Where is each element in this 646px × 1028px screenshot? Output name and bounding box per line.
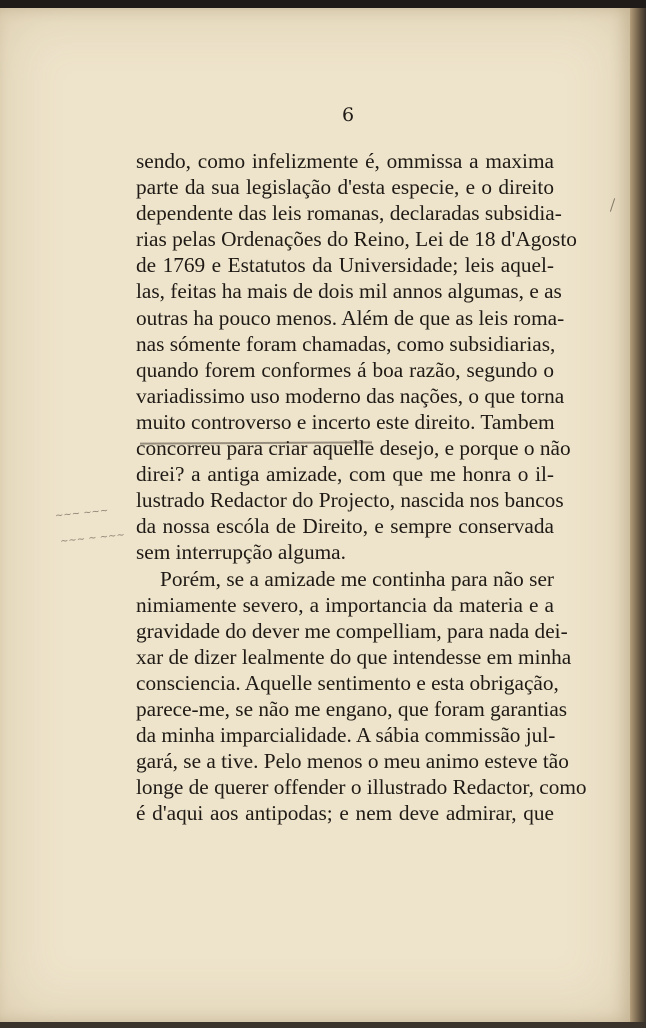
text-line: muito controverso e incerto este direito. Tambem	[136, 409, 555, 434]
handwritten-margin-note: ~~~ ~~~	[54, 505, 109, 522]
scan-border-bottom	[0, 1022, 646, 1028]
paragraph	[136, 148, 577, 566]
text-line: da nossa escóla de Direito, e sempre conservada	[136, 514, 554, 539]
text-line: lustrado Redactor do Projecto, nascida nos bancos	[136, 488, 564, 513]
text-line: gravidade do dever me compelliam, para nada dei-	[136, 618, 568, 643]
page-number: 6	[341, 104, 355, 126]
text-line: da minha imparcialidade. A sábia commissão jul-	[136, 723, 556, 748]
text-line: xar de dizer lealmente do que intendesse em minha	[136, 644, 572, 669]
text-line: sem interrupção alguma.	[136, 540, 346, 565]
text-line: concorreu para criar aquelle desejo, e porque o não	[136, 436, 571, 461]
text-line: outras ha pouco menos. Além de que as leis roma-	[136, 305, 565, 330]
text-line: sendo, como infelizmente é, ommissa a maxima	[136, 149, 554, 173]
text-line: direi? a antiga amizade, com que me honra o il-	[136, 462, 554, 487]
text-line: consciencia. Aquelle sentimento e esta obrigação,	[136, 670, 559, 695]
text-line: variadissimo uso moderno das nações, o que torna	[136, 383, 565, 408]
text-line: parte da sua legislação d'esta especie, e o direito	[136, 175, 554, 200]
scan-border-top	[0, 0, 646, 8]
body-text	[136, 148, 587, 826]
text-line: rias pelas Ordenações do Reino, Lei de 18 d'Agosto	[136, 227, 577, 252]
text-line: é d'aqui aos antipodas; e nem deve admirar, que	[136, 801, 554, 826]
paragraph	[136, 566, 587, 827]
page-edge-right	[630, 8, 646, 1028]
text-line: dependente das leis romanas, declaradas subsidia-	[136, 201, 562, 226]
pencil-tick-mark	[610, 198, 615, 212]
text-line: las, feitas ha mais de dois mil annos algumas, e as	[136, 279, 562, 304]
text-line: nimiamente severo, a importancia da materia e a	[136, 592, 554, 617]
text-line: gará, se a tive. Pelo menos o meu animo esteve tão	[136, 749, 569, 774]
text-line: Porém, se a amizade me continha para não ser	[160, 566, 554, 591]
text-line: nas sómente foram chamadas, como subsidiarias,	[136, 331, 556, 356]
handwritten-margin-note: ~~~ ~ ~~~	[59, 529, 126, 548]
book-page	[0, 8, 630, 1022]
text-line: parece-me, se não me engano, que foram garantias	[136, 696, 568, 721]
text-line: longe de querer offender o illustrado Redactor, como	[136, 775, 587, 800]
text-line: de 1769 e Estatutos da Universidade; leis aquel-	[136, 253, 554, 278]
text-line: quando forem conformes á boa razão, segundo o	[136, 357, 554, 382]
